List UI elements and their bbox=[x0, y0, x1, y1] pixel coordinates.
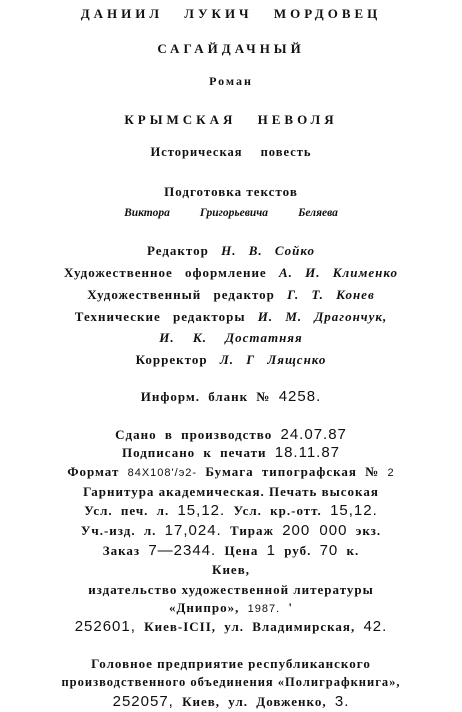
tirazh-label: Тираж bbox=[229, 523, 274, 538]
signed-date: 18.11.87 bbox=[274, 444, 341, 461]
uch-izd-label: Уч.-изд. л. bbox=[80, 523, 157, 538]
sent-date: 24.07.87 bbox=[280, 426, 347, 443]
tirazh-value: 200 000 bbox=[282, 522, 348, 539]
typeface-line: Гарнитура академическая. Печать высокая bbox=[83, 484, 379, 499]
sent-line bbox=[0, 427, 462, 442]
corrector-name: Л. Г Лящснко bbox=[219, 352, 327, 367]
signed-label: Подписано к печати bbox=[121, 445, 267, 460]
format-value: 84X108'/э2- bbox=[127, 467, 198, 479]
order-label: Заказ bbox=[102, 543, 141, 558]
publisher-name-line: издательство художественной литературы bbox=[88, 582, 374, 597]
publisher-mark: ' bbox=[288, 600, 294, 615]
printer-address-number: 3. bbox=[334, 693, 350, 710]
paper-number: 2 bbox=[387, 467, 395, 479]
inform-line bbox=[0, 389, 462, 404]
uch-izd-line bbox=[0, 523, 462, 538]
publisher-city: Киев, bbox=[212, 562, 250, 577]
publisher-address: Киев-ICII, ул. Владимирская, bbox=[144, 619, 356, 634]
prep-first-name: Виктора bbox=[124, 207, 170, 219]
prep-patronymic: Григорьевича bbox=[199, 207, 269, 219]
tech-editor-2: И. К. Достатняя bbox=[159, 330, 303, 345]
genre-novel: Роман bbox=[209, 74, 253, 88]
art-editor-label: Художественный редактор bbox=[87, 287, 275, 302]
usl-kr-value: 15,12. bbox=[330, 502, 378, 519]
printer-address: Киев, ул. Довженко, bbox=[182, 694, 327, 709]
price-value: 1 bbox=[266, 542, 276, 559]
price-rub: руб. bbox=[284, 543, 312, 558]
genre-story: Историческая повесть bbox=[150, 145, 312, 159]
order-line bbox=[0, 543, 462, 558]
corrector-label: Корректор bbox=[135, 352, 208, 367]
inform-number: 4258. bbox=[278, 388, 322, 405]
format-label: Формат bbox=[67, 464, 120, 479]
usl-pech-value: 15,12. bbox=[177, 502, 226, 519]
art-editor-line bbox=[0, 288, 462, 301]
tech-editor-1: И. М. Драгончук, bbox=[257, 309, 388, 324]
printer-line-2: производственного объединения «Полиграфкнига», bbox=[61, 675, 401, 689]
usl-line bbox=[0, 503, 462, 518]
publisher-year: 1987. bbox=[247, 603, 281, 615]
usl-kr-label: Усл. кр.-отт. bbox=[233, 503, 322, 518]
format-line bbox=[0, 465, 462, 479]
publisher-address-line bbox=[0, 619, 462, 634]
signed-line bbox=[0, 445, 462, 460]
printer-index: 252057, bbox=[112, 693, 174, 710]
publisher-name-quote: «Днипро», bbox=[168, 600, 240, 615]
tirazh-unit: экз. bbox=[355, 523, 382, 538]
prep-name bbox=[0, 208, 462, 220]
art-design-label: Художественное оформление bbox=[64, 265, 267, 280]
order-value: 7—2344. bbox=[148, 542, 217, 559]
paper-label: Бумага типографская № bbox=[205, 464, 380, 479]
editor-name: Н. В. Сойко bbox=[221, 243, 315, 258]
corrector-line bbox=[0, 353, 462, 366]
publisher-address-number: 42. bbox=[363, 618, 388, 635]
art-design-line bbox=[0, 266, 462, 279]
uch-izd-value: 17,024. bbox=[164, 522, 222, 539]
editor-line bbox=[0, 244, 462, 257]
inform-label: Информ. бланк № bbox=[140, 389, 271, 404]
price-label: Цена bbox=[224, 543, 259, 558]
price-kop-value: 70 bbox=[319, 542, 339, 559]
sent-label: Сдано в производство bbox=[115, 427, 273, 442]
tech-editors-line bbox=[0, 310, 462, 323]
prep-last-name: Беляева bbox=[298, 207, 338, 219]
publisher-quote-line bbox=[0, 601, 462, 615]
publisher-index: 252601, bbox=[74, 618, 136, 635]
prep-label: Подготовка текстов bbox=[164, 184, 298, 199]
editor-label: Редактор bbox=[146, 243, 209, 258]
tech-editors-label: Технические редакторы bbox=[74, 309, 246, 324]
printer-line-1: Головное предприятие республиканского bbox=[91, 656, 371, 671]
title-sagaydachny: САГАЙДАЧНЫЙ bbox=[157, 41, 305, 56]
printer-address-line bbox=[0, 694, 462, 709]
title-crimean-captivity: КРЫМСКАЯ НЕВОЛЯ bbox=[124, 112, 338, 127]
art-design-name: А. И. Клименко bbox=[278, 265, 398, 280]
usl-pech-label: Усл. печ. л. bbox=[84, 503, 170, 518]
author-name: ДАНИИЛ ЛУКИЧ МОРДОВЕЦ bbox=[80, 6, 382, 21]
art-editor-name: Г. Т. Конев bbox=[287, 287, 375, 302]
price-kop: к. bbox=[346, 543, 360, 558]
